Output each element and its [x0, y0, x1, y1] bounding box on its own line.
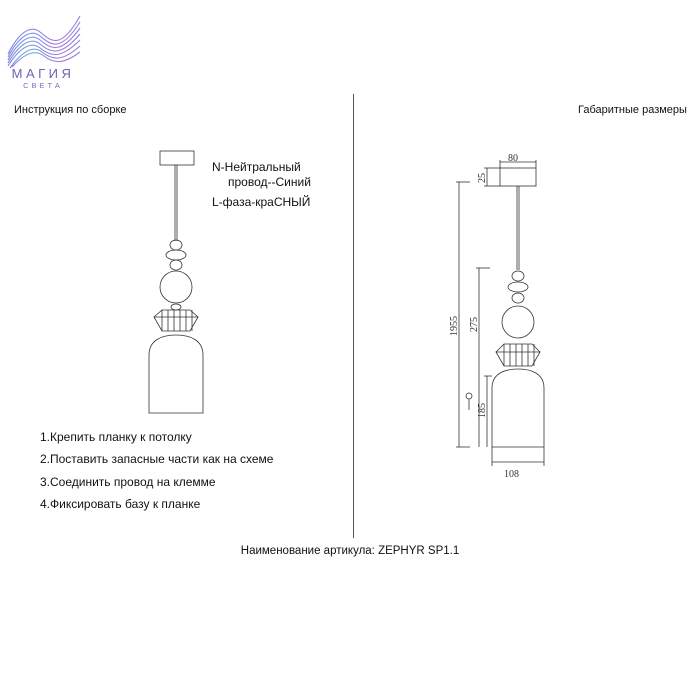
assembly-lamp-drawing — [130, 145, 230, 420]
wire-neutral-line1: N-Нейтральный — [212, 160, 301, 174]
dimensions-heading: Габаритные размеры — [578, 104, 687, 116]
wire-neutral-line2: провод--Синий — [228, 175, 311, 189]
step-item: 2.Поставить запасные части как на схеме — [40, 452, 274, 467]
assembly-steps — [40, 430, 273, 520]
dim-canopy-width: 80 — [508, 153, 518, 164]
dim-canopy-height: 25 — [477, 173, 488, 183]
brand-name: МАГИЯ — [11, 66, 75, 81]
glass-shade — [149, 335, 203, 413]
dim-canopy — [500, 168, 536, 186]
step-item: 1.Крепить планку к потолку — [40, 430, 192, 444]
dim-total-height: 1955 — [449, 316, 460, 336]
brand-sub: СВЕТА — [23, 81, 63, 90]
dimension-lamp-drawing — [440, 150, 560, 480]
decor-ball — [160, 271, 192, 303]
article-name: Наименование артикула: ZEPHYR SP1.1 — [240, 545, 460, 557]
step-item: 4.Фиксировать базу к планке — [40, 497, 201, 512]
center-divider — [353, 94, 354, 538]
assembly-heading: Инструкция по сборке — [14, 104, 127, 116]
crystal-ring — [154, 317, 198, 331]
dim-shade-width: 108 — [504, 469, 519, 480]
step-item: 3.Соединить провод на клемме — [40, 474, 216, 489]
wire-phase: L-фаза-краСНЫЙ — [212, 195, 311, 209]
dim-shade-height: 185 — [477, 403, 488, 418]
canopy-plate — [160, 151, 194, 165]
dim-decor-height: 275 — [469, 317, 480, 332]
